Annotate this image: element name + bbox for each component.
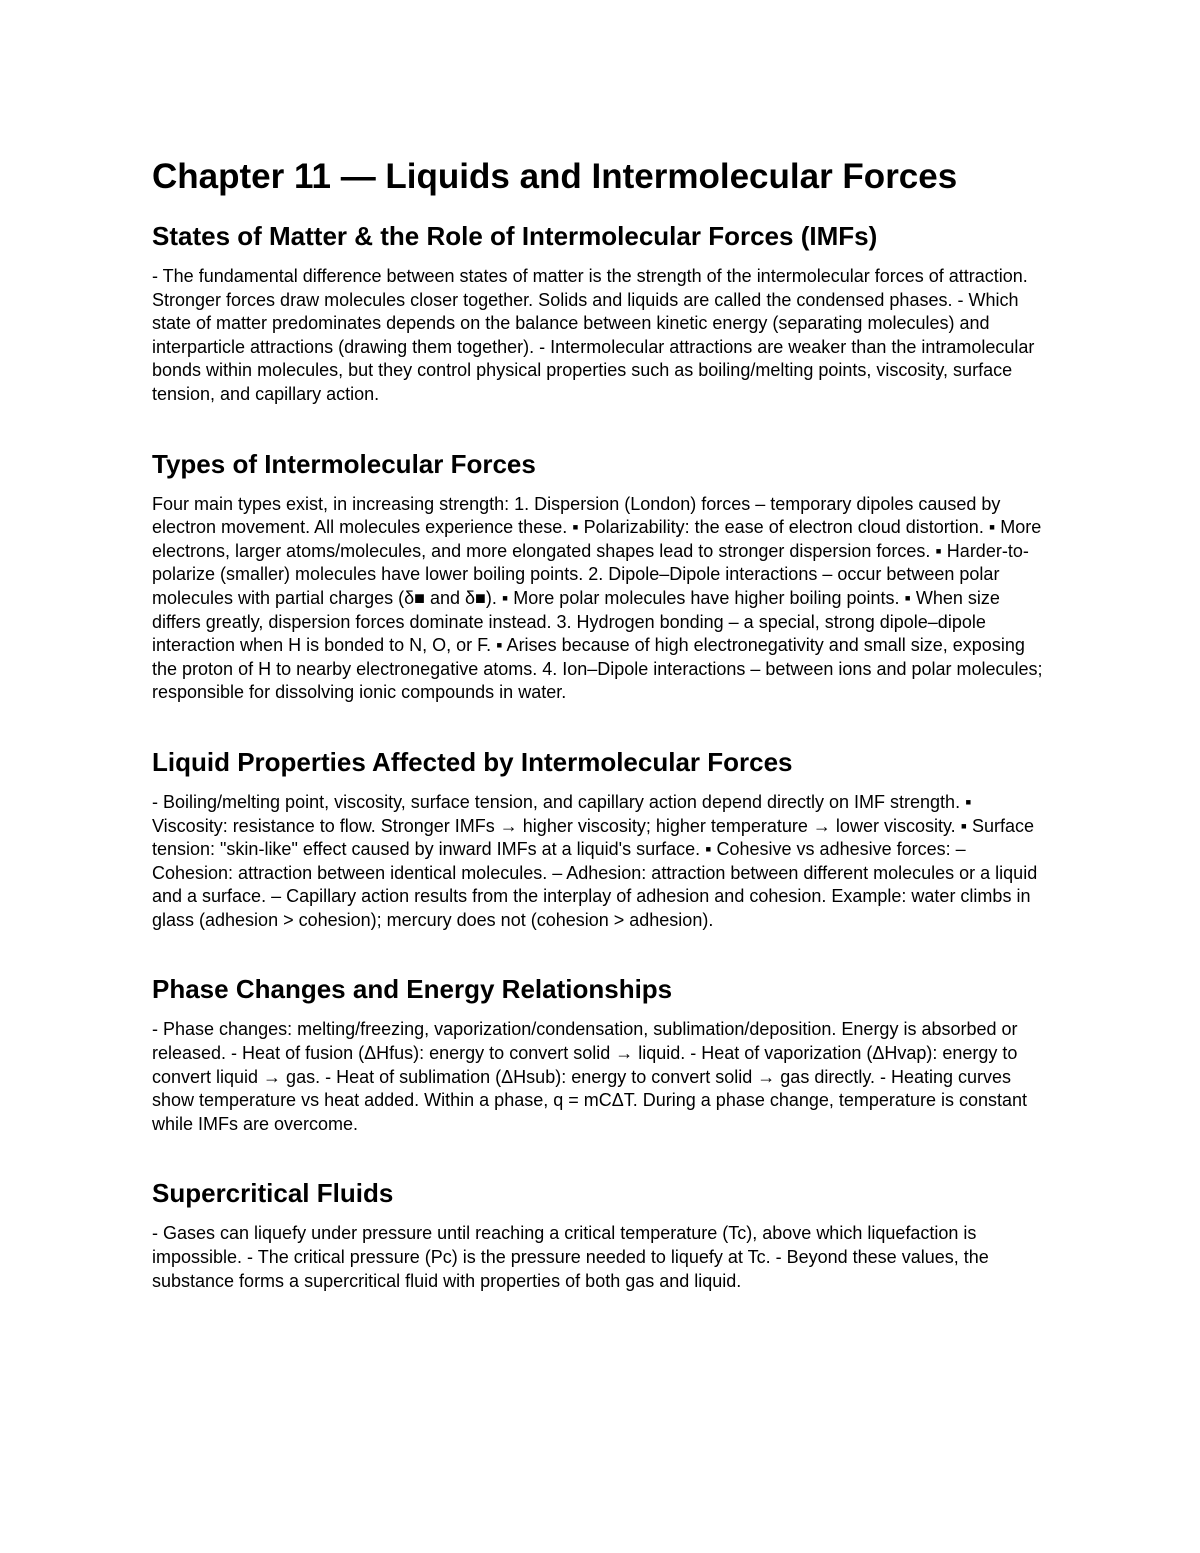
section-supercritical-fluids bbox=[152, 1177, 1052, 1293]
section-body: - Phase changes: melting/freezing, vaporization/condensation, sublimation/deposition. Energy is absorbed or released. - Heat of fusion (ΔHfus): energy to convert solid → liquid. - Heat of vaporization (ΔHvap): energy to convert liquid → gas. - Heat of sublimation (ΔHsub): energy to convert solid → gas directly. - Heating curves show temperature vs heat added. Within a phase, q = mCΔT. During a phase change, temperature is constant while IMFs are overcome. bbox=[152, 1019, 1028, 1134]
section-body: Four main types exist, in increasing strength: 1. Dispersion (London) forces – temporary dipoles caused by electron movement. All molecules experience these. ▪ Polarizability: the ease of electron cloud distortion. ▪ More electrons, larger atoms/molecules, and more elongated shapes lead to stronger dispersion forces. ▪ Harder-to-polarize (smaller) molecules have lower boiling points. 2. Dipole–Dipole interactions – occur between polar molecules with partial charges (δ■ and δ■). ▪ More polar molecules have higher boiling points. ▪ When size differs greatly, dispersion forces dominate instead. 3. Hydrogen bonding – a special, strong dipole–dipole interaction when H is bonded to N, O, or F. ▪ Arises because of high electronegativity and small size, exposing the proton of H to nearby electronegative atoms. 4. Ion–Dipole interactions – between ions and polar molecules; responsible for dissolving ionic compounds in water. bbox=[152, 493, 1043, 703]
section-heading: Supercritical Fluids bbox=[152, 1178, 394, 1209]
section-body: - Gases can liquefy under pressure until reaching a critical temperature (Tc), above which liquefaction is impossible. - The critical pressure (Pc) is the pressure needed to liquefy at Tc. - Beyond these values, the substance forms a supercritical fluid with properties of both gas and liquid. bbox=[152, 1223, 989, 1291]
section-phase-changes bbox=[152, 973, 1052, 1136]
section-body: - The fundamental difference between states of matter is the strength of the intermolecular forces of attraction. Stronger forces draw molecules closer together. Solids and liquids are called the condensed phases. - Which state of matter predominates depends on the balance between kinetic energy (separating molecules) and interparticle attractions (drawing them together). - Intermolecular attractions are weaker than the intramolecular bonds within molecules, but they control physical properties such as boiling/melting points, viscosity, surface tension, and capillary action. bbox=[152, 266, 1035, 404]
section-heading: Types of Intermolecular Forces bbox=[152, 448, 536, 479]
document-page bbox=[152, 150, 1052, 1293]
page-title: Chapter 11 — Liquids and Intermolecular Forces bbox=[152, 157, 958, 196]
section-liquid-properties bbox=[152, 746, 1052, 933]
section-heading: Phase Changes and Energy Relationships bbox=[152, 974, 673, 1005]
section-heading: Liquid Properties Affected by Intermolecular Forces bbox=[152, 746, 793, 777]
section-states-of-matter bbox=[152, 220, 1052, 407]
section-types-of-imfs bbox=[152, 448, 1052, 705]
section-heading: States of Matter & the Role of Intermolecular Forces (IMFs) bbox=[152, 221, 878, 251]
section-body: - Boiling/melting point, viscosity, surface tension, and capillary action depend directly on IMF strength. ▪ Viscosity: resistance to flow. Stronger IMFs → higher viscosity; higher temperature → lower viscosity. ▪ Surface tension: "skin-like" effect caused by inward IMFs at a liquid's surface. ▪ Cohesive vs adhesive forces: – Cohesion: attraction between identical molecules. – Adhesion: attraction between different molecules or a liquid and a surface. – Capillary action results from the interplay of adhesion and cohesion. Example: water climbs in glass (adhesion > cohesion); mercury does not (cohesion > adhesion). bbox=[152, 791, 1038, 930]
